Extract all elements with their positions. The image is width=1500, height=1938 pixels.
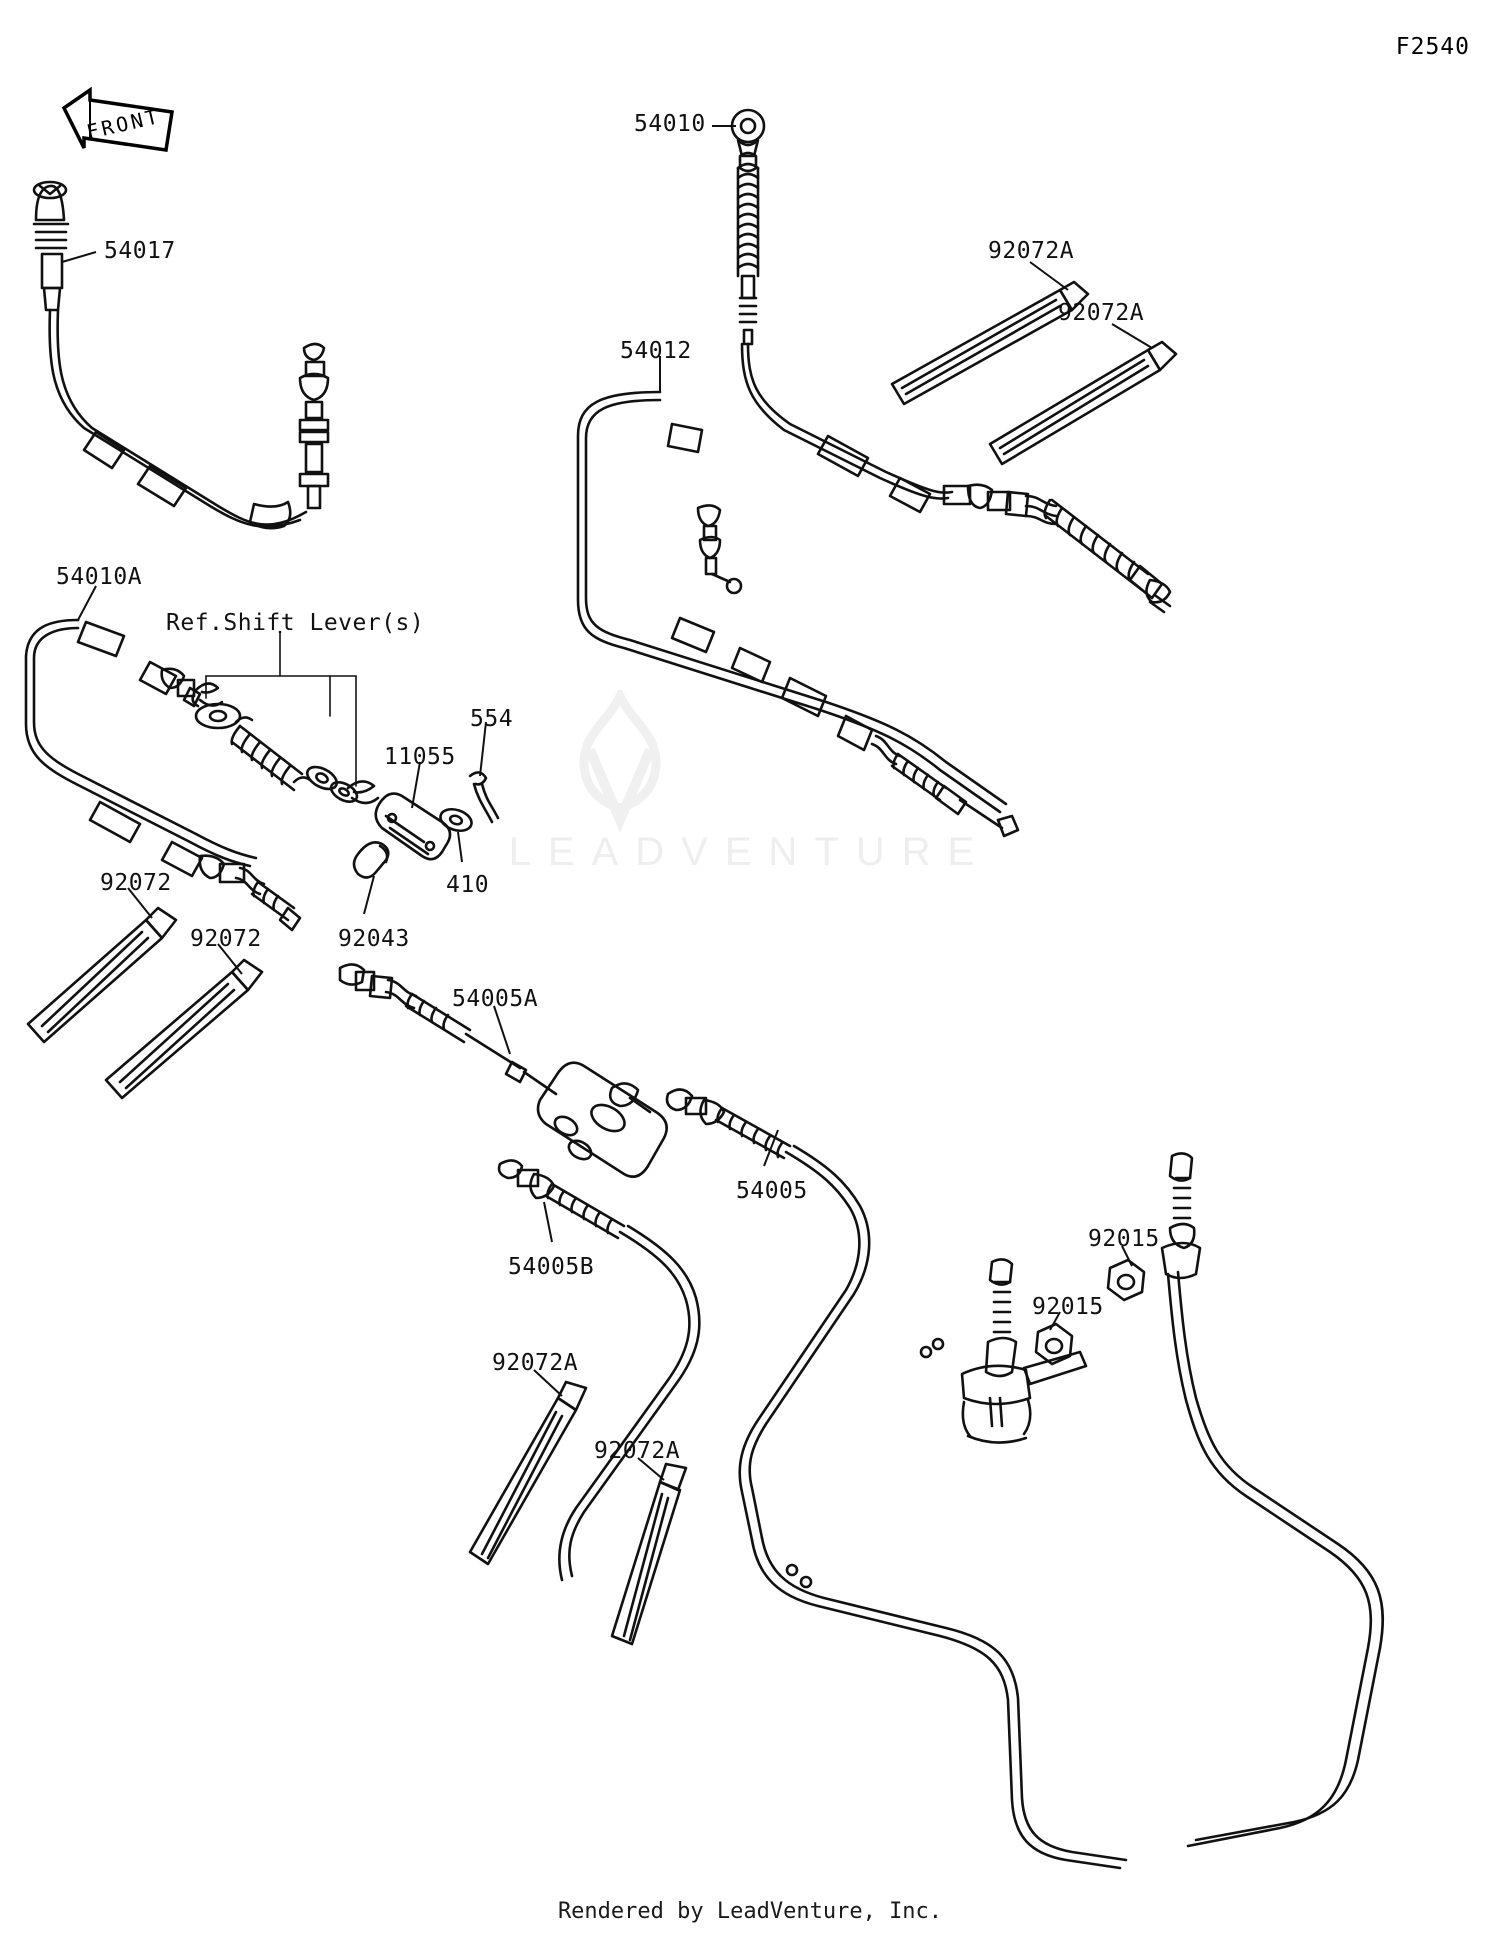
part-label-54010: 54010 bbox=[634, 111, 706, 137]
sheet-code: F2540 bbox=[1395, 34, 1470, 60]
part-label-554: 554 bbox=[470, 706, 514, 732]
part-label-92015-1: 92015 bbox=[1088, 1226, 1160, 1252]
part-label-410: 410 bbox=[446, 872, 490, 898]
part-label-54010A: 54010A bbox=[56, 564, 143, 590]
part-label-54005B: 54005B bbox=[508, 1254, 595, 1280]
footer-credit: Rendered by LeadVenture, Inc. bbox=[557, 1899, 943, 1924]
part-label-92043: 92043 bbox=[338, 926, 410, 952]
part-label-92015-2: 92015 bbox=[1032, 1294, 1104, 1320]
part-label-54012: 54012 bbox=[620, 338, 692, 364]
part-label-92072A-top-1: 92072A bbox=[988, 238, 1075, 264]
part-label-92072A-bot-1: 92072A bbox=[492, 1350, 579, 1376]
part-label-92072-2: 92072 bbox=[190, 926, 262, 952]
part-label-92072A-top-2: 92072A bbox=[1058, 300, 1145, 326]
part-label-54017: 54017 bbox=[104, 238, 176, 264]
part-label-11055: 11055 bbox=[384, 744, 456, 770]
ref-note-shift-lever: Ref.Shift Lever(s) bbox=[166, 610, 425, 636]
part-label-54005A: 54005A bbox=[452, 986, 539, 1012]
watermark-text: LEADVENTURE bbox=[508, 830, 992, 874]
part-label-92072-1: 92072 bbox=[100, 870, 172, 896]
part-label-54005: 54005 bbox=[736, 1178, 808, 1204]
front-label: FRONT bbox=[84, 103, 163, 145]
part-label-92072A-bot-2: 92072A bbox=[594, 1438, 681, 1464]
